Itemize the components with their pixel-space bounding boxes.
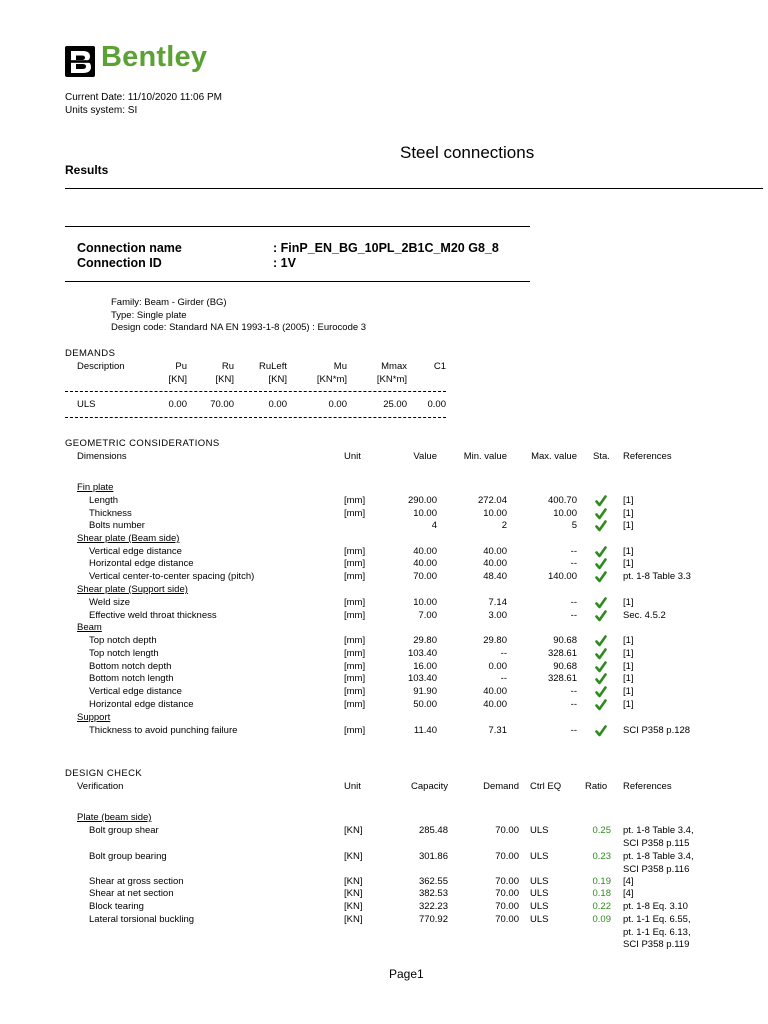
dc-row-demand: 70.00 xyxy=(495,901,519,912)
geo-row-max: -- xyxy=(570,546,577,557)
geo-row-value: 11.40 xyxy=(413,725,437,736)
dc-row-label: Shear at gross section xyxy=(89,876,184,887)
dc-header-ctrl-eq: Ctrl EQ xyxy=(530,781,562,792)
dc-header-unit: Unit xyxy=(344,781,361,792)
dc-row-demand: 70.00 xyxy=(495,888,519,899)
design-code-info: Design code: Standard NA EN 1993-1-8 (2005) : Eurocode 3 xyxy=(111,322,367,333)
dc-row-label: Bolt group bearing xyxy=(89,851,167,862)
dc-row-ratio: 0.09 xyxy=(592,914,611,925)
geo-row-max: 140.00 xyxy=(547,571,577,582)
dc-section-title: Plate (beam side) xyxy=(77,812,152,823)
divider xyxy=(65,188,763,189)
dashed-divider xyxy=(65,391,446,392)
geo-row-label: Length xyxy=(89,495,119,506)
demands-header-c1: C1 xyxy=(433,361,446,372)
dc-row-demand: 70.00 xyxy=(495,825,519,836)
geo-row-unit: [mm] xyxy=(344,661,366,672)
dc-row-ctrl-eq: ULS xyxy=(530,914,549,925)
type-info: Type: Single plate xyxy=(111,310,187,321)
dc-row-unit: [KN] xyxy=(344,888,363,899)
demands-unit-pu: [KN] xyxy=(168,374,187,385)
geo-row-reference: Sec. 4.5.2 xyxy=(623,610,666,621)
geo-row-unit: [mm] xyxy=(344,508,366,519)
dc-row-capacity: 301.86 xyxy=(418,851,448,862)
dc-row-reference: pt. 1-8 Eq. 3.10 xyxy=(623,901,688,912)
dc-row-ctrl-eq: ULS xyxy=(530,851,549,862)
geo-row-min: -- xyxy=(500,648,507,659)
dc-row-unit: [KN] xyxy=(344,901,363,912)
demands-header-ru: Ru xyxy=(221,361,234,372)
demands-unit-ru: [KN] xyxy=(215,374,234,385)
geo-row-reference: [1] xyxy=(623,648,634,659)
geo-row-max: 10.00 xyxy=(553,508,577,519)
dc-row-capacity: 322.23 xyxy=(418,901,448,912)
demands-unit-mmax: [KN*m] xyxy=(376,374,407,385)
geo-row-label: Bottom notch depth xyxy=(89,661,172,672)
dc-row-ratio: 0.23 xyxy=(592,851,611,862)
demands-unit-mu: [KN*m] xyxy=(316,374,347,385)
dc-row-reference: pt. 1-8 Table 3.4, xyxy=(623,825,694,836)
status-check-icon xyxy=(594,648,608,660)
dc-row-unit: [KN] xyxy=(344,851,363,862)
geo-row-label: Horizontal edge distance xyxy=(89,699,194,710)
geo-row-max: -- xyxy=(570,610,577,621)
status-check-icon xyxy=(594,558,608,570)
status-check-icon xyxy=(594,699,608,711)
dc-row-reference: SCI P358 p.116 xyxy=(623,863,690,875)
demands-row-mmax: 25.00 xyxy=(383,399,407,410)
geo-row-reference: SCI P358 p.128 xyxy=(623,725,691,736)
dc-row-ratio: 0.18 xyxy=(592,888,611,899)
dc-row-demand: 70.00 xyxy=(495,914,519,925)
geo-row-max: -- xyxy=(570,558,577,569)
geo-row-reference: [1] xyxy=(623,635,634,646)
geo-row-label: Vertical center-to-center spacing (pitch) xyxy=(89,571,255,582)
geo-header-value: Value xyxy=(413,451,437,462)
geo-row-value: 40.00 xyxy=(413,558,437,569)
geo-row-unit: [mm] xyxy=(344,546,366,557)
geo-row-min: 40.00 xyxy=(483,546,507,557)
geo-row-max: -- xyxy=(570,686,577,697)
geo-row-unit: [mm] xyxy=(344,686,366,697)
geo-row-min: 29.80 xyxy=(483,635,507,646)
geo-row-label: Top notch length xyxy=(89,648,159,659)
geo-row-label: Thickness to avoid punching failure xyxy=(89,725,238,736)
dc-row-capacity: 362.55 xyxy=(418,876,448,887)
divider xyxy=(65,281,530,282)
demands-row-c1: 0.00 xyxy=(427,399,446,410)
dc-row-ctrl-eq: ULS xyxy=(530,825,549,836)
status-check-icon xyxy=(594,571,608,583)
connection-name-value: : FinP_EN_BG_10PL_2B1C_M20 G8_8 xyxy=(273,241,499,255)
geo-row-label: Thickness xyxy=(89,508,132,519)
geo-row-max: 328.61 xyxy=(547,673,577,684)
demands-unit-ruleft: [KN] xyxy=(268,374,287,385)
geo-section-title: Fin plate xyxy=(77,482,114,493)
dc-row-unit: [KN] xyxy=(344,914,363,925)
family-info: Family: Beam - Girder (BG) xyxy=(111,297,227,308)
geo-row-min: 0.00 xyxy=(488,661,507,672)
bentley-logo xyxy=(65,41,208,78)
geo-row-reference: pt. 1-8 Table 3.3 xyxy=(623,571,691,582)
dc-row-capacity: 770.92 xyxy=(418,914,448,925)
geo-row-label: Horizontal edge distance xyxy=(89,558,194,569)
demands-row-ru: 70.00 xyxy=(210,399,234,410)
dc-row-label: Lateral torsional buckling xyxy=(89,914,195,925)
demands-header-mu: Mu xyxy=(333,361,347,372)
dc-header-ratio: Ratio xyxy=(585,781,608,792)
geo-row-value: 103.40 xyxy=(407,648,437,659)
geo-row-reference: [1] xyxy=(623,699,634,710)
geo-row-reference: [1] xyxy=(623,558,634,569)
divider xyxy=(65,226,530,227)
geo-row-min: 40.00 xyxy=(483,686,507,697)
dc-row-label: Block tearing xyxy=(89,901,144,912)
geo-row-min: 3.00 xyxy=(488,610,507,621)
demands-header-ruleft: RuLeft xyxy=(259,361,287,372)
geo-header-max: Max. value xyxy=(531,451,577,462)
geo-row-label: Weld size xyxy=(89,597,131,608)
demands-row-mu: 0.00 xyxy=(328,399,347,410)
bentley-b-icon xyxy=(65,46,97,78)
geo-row-value: 290.00 xyxy=(407,495,437,506)
geo-row-reference: [1] xyxy=(623,673,634,684)
dc-row-label: Bolt group shear xyxy=(89,825,159,836)
dc-row-unit: [KN] xyxy=(344,876,363,887)
brand-name: Bentley xyxy=(101,41,208,73)
geo-row-min: 40.00 xyxy=(483,699,507,710)
dc-row-demand: 70.00 xyxy=(495,851,519,862)
geo-section-title: Beam xyxy=(77,622,102,633)
geo-row-max: -- xyxy=(570,725,577,736)
geo-row-min: 40.00 xyxy=(483,558,507,569)
dc-row-capacity: 382.53 xyxy=(418,888,448,899)
geo-row-min: 10.00 xyxy=(483,508,507,519)
geo-row-unit: [mm] xyxy=(344,571,366,582)
geo-header-status: Sta. xyxy=(593,451,610,462)
geo-row-value: 103.40 xyxy=(407,673,437,684)
status-check-icon xyxy=(594,635,608,647)
status-check-icon xyxy=(594,520,608,532)
status-check-icon xyxy=(594,597,608,609)
page-number: Page1 xyxy=(389,967,424,981)
demands-header-pu: Pu xyxy=(175,361,187,372)
status-check-icon xyxy=(594,546,608,558)
connection-name-label: Connection name xyxy=(77,241,182,255)
dc-row-ctrl-eq: ULS xyxy=(530,876,549,887)
dc-row-ratio: 0.19 xyxy=(592,876,611,887)
geo-row-min: 2 xyxy=(501,520,507,531)
dc-row-reference: SCI P358 p.119 xyxy=(623,939,690,950)
geo-row-reference: [1] xyxy=(623,661,634,672)
demands-header-description: Description xyxy=(77,361,125,372)
dc-row-reference: SCI P358 p.115 xyxy=(623,837,690,849)
geo-header-unit: Unit xyxy=(344,451,361,462)
dc-row-reference: [4] xyxy=(623,888,634,899)
dc-row-capacity: 285.48 xyxy=(418,825,448,836)
status-check-icon xyxy=(594,725,608,737)
geo-row-value: 10.00 xyxy=(413,508,437,519)
connection-id-value: : 1V xyxy=(273,256,296,270)
geo-section-title: Shear plate (Beam side) xyxy=(77,533,180,544)
dc-header-demand: Demand xyxy=(483,781,519,792)
geo-row-min: 48.40 xyxy=(483,571,507,582)
geo-row-min: 7.14 xyxy=(488,597,507,608)
geo-row-label: Vertical edge distance xyxy=(89,546,182,557)
status-check-icon xyxy=(594,673,608,685)
geo-row-unit: [mm] xyxy=(344,610,366,621)
geo-row-value: 29.80 xyxy=(413,635,437,646)
geo-row-reference: [1] xyxy=(623,520,634,531)
dc-row-demand: 70.00 xyxy=(495,876,519,887)
geo-row-min: 272.04 xyxy=(477,495,507,506)
dc-row-reference: pt. 1-8 Table 3.4, xyxy=(623,851,694,862)
geo-header-references: References xyxy=(623,451,672,462)
page-title: Steel connections xyxy=(400,143,535,162)
dc-header-references: References xyxy=(623,781,672,792)
geo-header-min: Min. value xyxy=(463,451,507,462)
status-check-icon xyxy=(594,661,608,673)
geo-row-min: 7.31 xyxy=(488,725,507,736)
dc-row-reference: pt. 1-1 Eq. 6.55, xyxy=(623,914,691,925)
dc-header-capacity: Capacity xyxy=(411,781,448,792)
geo-row-value: 70.00 xyxy=(413,571,437,582)
dc-header-verification: Verification xyxy=(77,781,124,792)
current-date: Current Date: 11/10/2020 11:06 PM xyxy=(65,92,222,103)
geo-section-title: Shear plate (Support side) xyxy=(77,584,188,595)
geo-row-max: -- xyxy=(570,699,577,710)
connection-id-label: Connection ID xyxy=(77,256,162,270)
geo-row-value: 40.00 xyxy=(413,546,437,557)
results-heading: Results xyxy=(65,163,109,177)
geo-row-min: -- xyxy=(500,673,507,684)
demands-header-mmax: Mmax xyxy=(381,361,407,372)
geo-row-max: 90.68 xyxy=(553,661,577,672)
geo-row-unit: [mm] xyxy=(344,635,366,646)
dc-row-ctrl-eq: ULS xyxy=(530,901,549,912)
geo-section-title: Support xyxy=(77,712,111,723)
geometric-heading: GEOMETRIC CONSIDERATIONS xyxy=(65,438,220,449)
status-check-icon xyxy=(594,610,608,622)
geo-row-label: Bolts number xyxy=(89,520,145,531)
demands-row-description: ULS xyxy=(77,399,96,410)
geo-row-label: Vertical edge distance xyxy=(89,686,182,697)
geo-row-unit: [mm] xyxy=(344,495,366,506)
dc-row-reference: [4] xyxy=(623,876,634,887)
design-check-heading: DESIGN CHECK xyxy=(65,768,143,779)
demands-row-ruleft: 0.00 xyxy=(268,399,287,410)
dc-row-unit: [KN] xyxy=(344,825,363,836)
dc-row-ratio: 0.25 xyxy=(592,825,611,836)
geo-row-reference: [1] xyxy=(623,597,634,608)
geo-row-reference: [1] xyxy=(623,508,634,519)
geo-row-label: Effective weld throat thickness xyxy=(89,610,217,621)
geo-row-reference: [1] xyxy=(623,546,634,557)
geo-row-unit: [mm] xyxy=(344,699,366,710)
units-system: Units system: SI xyxy=(65,105,138,116)
status-check-icon xyxy=(594,508,608,520)
dc-row-label: Shear at net section xyxy=(89,888,174,899)
geo-row-reference: [1] xyxy=(623,495,634,506)
geo-row-label: Bottom notch length xyxy=(89,673,174,684)
geo-row-max: 5 xyxy=(571,520,577,531)
geo-row-value: 91.90 xyxy=(413,686,437,697)
geo-row-unit: [mm] xyxy=(344,558,366,569)
geo-row-unit: [mm] xyxy=(344,648,366,659)
dc-row-reference: pt. 1-1 Eq. 6.13, xyxy=(623,926,691,938)
geo-header-dimensions: Dimensions xyxy=(77,451,127,462)
geo-row-unit: [mm] xyxy=(344,673,366,684)
dashed-divider xyxy=(65,417,446,418)
geo-row-label: Top notch depth xyxy=(89,635,157,646)
status-check-icon xyxy=(594,495,608,507)
geo-row-value: 10.00 xyxy=(413,597,437,608)
demands-row-pu: 0.00 xyxy=(168,399,187,410)
status-check-icon xyxy=(594,686,608,698)
geo-row-max: 400.70 xyxy=(547,495,577,506)
geo-row-max: 328.61 xyxy=(547,648,577,659)
dc-row-ratio: 0.22 xyxy=(592,901,611,912)
geo-row-value: 7.00 xyxy=(418,610,437,621)
geo-row-value: 16.00 xyxy=(413,661,437,672)
demands-heading: DEMANDS xyxy=(65,348,116,359)
geo-row-max: 90.68 xyxy=(553,635,577,646)
geo-row-value: 50.00 xyxy=(413,699,437,710)
geo-row-unit: [mm] xyxy=(344,597,366,608)
geo-row-unit: [mm] xyxy=(344,725,366,736)
geo-row-max: -- xyxy=(570,597,577,608)
geo-row-reference: [1] xyxy=(623,686,634,697)
dc-row-ctrl-eq: ULS xyxy=(530,888,549,899)
geo-row-value: 4 xyxy=(431,520,437,531)
